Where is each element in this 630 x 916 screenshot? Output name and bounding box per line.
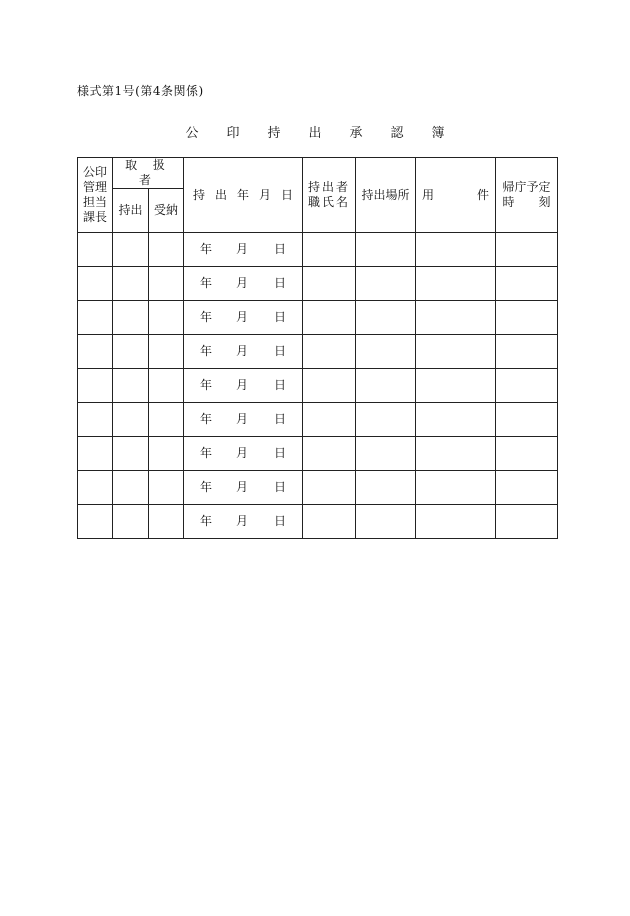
empty-cell bbox=[416, 301, 496, 335]
header-handler-in: 受納 bbox=[149, 189, 184, 233]
date-month-label: 月 bbox=[236, 344, 249, 358]
date-day-label: 日 bbox=[274, 446, 287, 460]
table-row bbox=[78, 471, 558, 505]
date-cell bbox=[184, 267, 303, 301]
date-year-label: 年 bbox=[199, 480, 212, 494]
date-year-label: 年 bbox=[199, 310, 212, 324]
date-month-label: 月 bbox=[236, 446, 249, 460]
empty-cell bbox=[113, 403, 149, 437]
header-handler-out: 持出 bbox=[113, 189, 149, 233]
empty-cell bbox=[356, 233, 416, 267]
header-manager-line: 管理 bbox=[82, 180, 107, 194]
empty-cell bbox=[113, 267, 149, 301]
date-year-label: 年 bbox=[199, 412, 212, 426]
form-number: 様式第1号(第4条関係) bbox=[77, 84, 204, 98]
empty-cell bbox=[496, 233, 558, 267]
date-cell bbox=[184, 369, 303, 403]
date-year-label: 年 bbox=[199, 446, 212, 460]
seal-ledger-table bbox=[77, 157, 558, 539]
empty-cell bbox=[149, 505, 184, 539]
empty-cell bbox=[356, 471, 416, 505]
header-manager bbox=[78, 158, 113, 233]
empty-cell bbox=[303, 267, 356, 301]
header-manager-line: 課長 bbox=[82, 210, 107, 224]
empty-cell bbox=[78, 301, 113, 335]
empty-cell bbox=[113, 437, 149, 471]
empty-cell bbox=[496, 403, 558, 437]
header-manager-line: 公印 bbox=[82, 165, 107, 179]
empty-cell bbox=[416, 233, 496, 267]
empty-cell bbox=[356, 437, 416, 471]
empty-cell bbox=[496, 505, 558, 539]
date-day-label: 日 bbox=[274, 276, 287, 290]
header-date-char: 年 bbox=[237, 187, 250, 202]
empty-cell bbox=[113, 301, 149, 335]
empty-cell bbox=[356, 505, 416, 539]
empty-cell bbox=[113, 505, 149, 539]
empty-cell bbox=[416, 369, 496, 403]
empty-cell bbox=[78, 233, 113, 267]
date-day-label: 日 bbox=[274, 514, 287, 528]
table-row bbox=[78, 369, 558, 403]
date-cell bbox=[184, 437, 303, 471]
date-cell bbox=[184, 505, 303, 539]
empty-cell bbox=[149, 301, 184, 335]
empty-cell bbox=[356, 403, 416, 437]
date-month-label: 月 bbox=[236, 480, 249, 494]
date-year-label: 年 bbox=[199, 242, 212, 256]
empty-cell bbox=[78, 471, 113, 505]
empty-cell bbox=[303, 301, 356, 335]
empty-cell bbox=[496, 267, 558, 301]
empty-cell bbox=[149, 233, 184, 267]
empty-cell bbox=[303, 437, 356, 471]
empty-cell bbox=[416, 505, 496, 539]
empty-cell bbox=[78, 369, 113, 403]
date-cell bbox=[184, 301, 303, 335]
date-day-label: 日 bbox=[274, 310, 287, 324]
empty-cell bbox=[149, 335, 184, 369]
header-handler-group: 取 扱 者 bbox=[113, 158, 184, 189]
empty-cell bbox=[416, 437, 496, 471]
table-row bbox=[78, 335, 558, 369]
empty-cell bbox=[149, 267, 184, 301]
table-row bbox=[78, 403, 558, 437]
empty-cell bbox=[78, 335, 113, 369]
date-day-label: 日 bbox=[274, 378, 287, 392]
document-title bbox=[0, 122, 630, 141]
empty-cell bbox=[303, 233, 356, 267]
empty-cell bbox=[303, 335, 356, 369]
title-char: 持 bbox=[267, 126, 281, 141]
date-year-label: 年 bbox=[199, 344, 212, 358]
header-date-char: 月 bbox=[259, 187, 272, 202]
empty-cell bbox=[303, 471, 356, 505]
date-month-label: 月 bbox=[236, 378, 249, 392]
header-purpose bbox=[416, 158, 496, 233]
table-row bbox=[78, 301, 558, 335]
header-purpose-char: 用 bbox=[422, 187, 435, 202]
empty-cell bbox=[149, 471, 184, 505]
date-month-label: 月 bbox=[236, 412, 249, 426]
empty-cell bbox=[303, 403, 356, 437]
title-char: 承 bbox=[349, 126, 363, 141]
empty-cell bbox=[113, 369, 149, 403]
date-cell bbox=[184, 335, 303, 369]
header-place: 持出場所 bbox=[356, 158, 416, 233]
date-year-label: 年 bbox=[199, 378, 212, 392]
empty-cell bbox=[496, 301, 558, 335]
empty-cell bbox=[496, 471, 558, 505]
table-row bbox=[78, 233, 558, 267]
header-return-line: 時 刻 bbox=[502, 195, 551, 209]
title-char: 公 bbox=[185, 126, 199, 141]
date-cell bbox=[184, 403, 303, 437]
date-month-label: 月 bbox=[236, 276, 249, 290]
table-row bbox=[78, 267, 558, 301]
title-char: 簿 bbox=[431, 126, 445, 141]
header-date-char: 日 bbox=[281, 187, 294, 202]
empty-cell bbox=[149, 369, 184, 403]
header-date-char: 出 bbox=[214, 187, 227, 202]
empty-cell bbox=[356, 267, 416, 301]
date-month-label: 月 bbox=[236, 514, 249, 528]
empty-cell bbox=[78, 403, 113, 437]
table-row bbox=[78, 437, 558, 471]
header-date-char: 持 bbox=[192, 187, 205, 202]
date-year-label: 年 bbox=[199, 276, 212, 290]
empty-cell bbox=[78, 267, 113, 301]
empty-cell bbox=[416, 335, 496, 369]
empty-cell bbox=[303, 369, 356, 403]
header-person-line: 持出者 bbox=[308, 180, 351, 194]
header-manager-line: 担当 bbox=[82, 195, 107, 209]
date-cell bbox=[184, 471, 303, 505]
empty-cell bbox=[113, 233, 149, 267]
empty-cell bbox=[78, 505, 113, 539]
table-row bbox=[78, 505, 558, 539]
date-day-label: 日 bbox=[274, 344, 287, 358]
empty-cell bbox=[416, 267, 496, 301]
empty-cell bbox=[496, 369, 558, 403]
empty-cell bbox=[416, 403, 496, 437]
header-purpose-char: 件 bbox=[477, 187, 490, 202]
date-year-label: 年 bbox=[199, 514, 212, 528]
date-day-label: 日 bbox=[274, 412, 287, 426]
header-person-line: 職氏名 bbox=[308, 195, 351, 209]
empty-cell bbox=[149, 403, 184, 437]
title-char: 印 bbox=[226, 126, 240, 141]
empty-cell bbox=[356, 335, 416, 369]
title-char: 認 bbox=[390, 126, 404, 141]
date-cell bbox=[184, 233, 303, 267]
header-return-time bbox=[496, 158, 558, 233]
title-char: 出 bbox=[308, 126, 322, 141]
date-month-label: 月 bbox=[236, 310, 249, 324]
empty-cell bbox=[113, 471, 149, 505]
empty-cell bbox=[496, 437, 558, 471]
empty-cell bbox=[149, 437, 184, 471]
empty-cell bbox=[356, 301, 416, 335]
empty-cell bbox=[78, 437, 113, 471]
header-person bbox=[303, 158, 356, 233]
empty-cell bbox=[496, 335, 558, 369]
empty-cell bbox=[416, 471, 496, 505]
empty-cell bbox=[303, 505, 356, 539]
date-day-label: 日 bbox=[274, 242, 287, 256]
empty-cell bbox=[113, 335, 149, 369]
date-month-label: 月 bbox=[236, 242, 249, 256]
header-return-line: 帰庁予定 bbox=[502, 180, 551, 194]
date-day-label: 日 bbox=[274, 480, 287, 494]
header-date-out bbox=[184, 158, 303, 233]
empty-cell bbox=[356, 369, 416, 403]
